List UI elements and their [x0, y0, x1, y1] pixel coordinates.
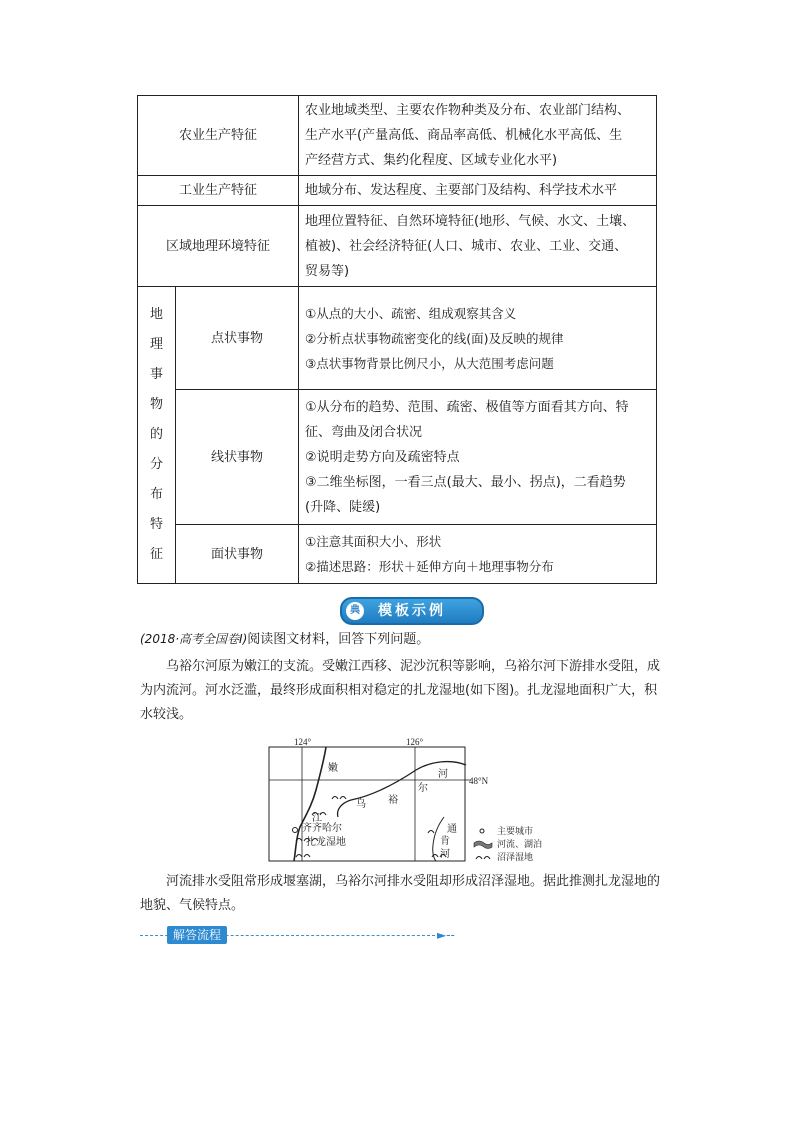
- question-source: (2018·高考全国卷Ⅰ): [140, 632, 248, 646]
- row-label: 工业生产特征: [138, 176, 299, 206]
- legend-river-icon: [474, 841, 492, 849]
- label-tong: 通: [447, 824, 457, 835]
- book-icon: 典: [346, 602, 364, 620]
- legend-marsh-icon: [476, 857, 490, 860]
- question-paragraph-1: 乌裕尔河原为嫩江的支流。受嫩江西移、泥沙沉积等影响，乌裕尔河下游排水受阻，成为内流河。河水泛滥，最终形成面积相对稳定的扎龙湿地(如下图)。扎龙湿地面积广大，积水较浅。: [140, 659, 661, 722]
- lon-label-126: 126°: [406, 737, 424, 747]
- label-yu: 裕: [388, 795, 398, 806]
- row-content: 农业地域类型、主要农作物种类及分布、农业部门结构、 生产水平(产量高低、商品率高低、机械化水平高低、生 产经营方式、集约化程度、区域专业化水平): [299, 96, 657, 176]
- template-example-banner: [340, 597, 484, 625]
- legend-city-icon: [480, 829, 484, 833]
- label-ken: 肯: [440, 836, 450, 847]
- label-nen: 嫩: [328, 763, 338, 774]
- label-qiqihar: 齐齐哈尔: [302, 823, 342, 834]
- answer-process-label: 解答流程: [167, 926, 227, 944]
- lon-label-124: 124°: [294, 737, 312, 747]
- sub-row-content: ①从点的大小、疏密、组成观察其含义 ②分析点状事物疏密变化的线(面)及反映的规律 ③点状事物背景比例尺小，从大范围考虑问题: [299, 287, 657, 390]
- label-zhalong-wetland: 扎龙湿地: [306, 837, 346, 848]
- row-content: 地域分布、发达程度、主要部门及结构、科学技术水平: [299, 176, 657, 206]
- lat-label-48n: 48°N: [469, 776, 489, 786]
- map-frame: [269, 747, 465, 861]
- group-label-vertical: 地 理 事 物 的 分 布 特 征: [138, 287, 176, 584]
- label-he: 河: [438, 769, 448, 780]
- arrow-right-icon: ►‐‐: [437, 928, 455, 942]
- sub-row-content: ①注意其面积大小、形状 ②描述思路：形状＋延伸方向＋地理事物分布: [299, 525, 657, 584]
- table-row: [138, 96, 657, 176]
- question-instruction: 阅读图文材料，回答下列问题。: [247, 632, 430, 647]
- row-label: 区域地理环境特征: [138, 206, 299, 287]
- banner-title: 模板示例: [378, 603, 446, 619]
- table-row: [138, 206, 657, 287]
- table-row: [138, 287, 657, 390]
- sub-row-label: 线状事物: [176, 390, 299, 525]
- legend-city-label: 主要城市: [497, 827, 534, 837]
- sub-row-label: 点状事物: [176, 287, 299, 390]
- table-row: [138, 176, 657, 206]
- geo-features-table: [137, 95, 657, 584]
- question-paragraph-2: 河流排水受阻常形成堰塞湖，乌裕尔河排水受阻却形成沼泽湿地。据此推测扎龙湿地的地貌、气候特点。: [140, 874, 661, 913]
- question-intro: [140, 627, 660, 652]
- map-legend: [474, 825, 542, 863]
- sub-row-label: 面状事物: [176, 525, 299, 584]
- row-content: 地理位置特征、自然环境特征(地形、气候、水文、土壤、 植被)、社会经济特征(人口、城市、农业、工业、交通、 贸易等): [299, 206, 657, 287]
- legend-marsh-label: 沼泽湿地: [497, 853, 534, 863]
- row-label: 农业生产特征: [138, 96, 299, 176]
- sub-row-content: ①从分布的趋势、范围、疏密、极值等方面看其方向、特 征、弯曲及闭合状况 ②说明走势方向及疏密特点 ③二维坐标图，一看三点(最大、最小、拐点)，二看趋势 (升降、陡缓): [299, 390, 657, 525]
- label-he2: 河: [440, 849, 450, 860]
- legend-river-label: 河流、湖泊: [497, 840, 543, 850]
- table-row: [138, 390, 657, 525]
- label-jiang: 江: [312, 813, 322, 824]
- table-row: [138, 525, 657, 584]
- label-er: 尔: [418, 783, 428, 794]
- zhalong-wetland-map: [266, 735, 548, 865]
- label-wu: 乌: [356, 799, 366, 810]
- city-marker: [293, 828, 298, 833]
- answer-process-divider: [140, 926, 460, 946]
